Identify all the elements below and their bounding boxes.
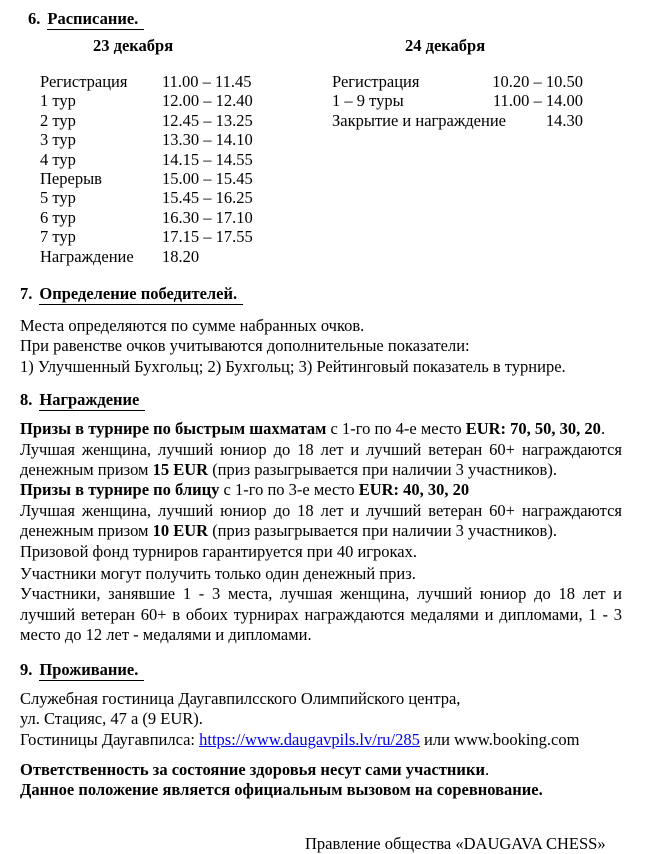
- official-invitation-line: Данное положение является официальным вызовом на соревнование.: [20, 780, 543, 800]
- paragraph-line: Места определяются по сумме набранных очков.: [20, 316, 365, 335]
- section-7-number: 7.: [20, 284, 33, 303]
- medals-paragraph: Участники, занявшие 1 - 3 места, лучшая женщина, лучший юниор до 18 лет и лучший ветеран 60+ в обоих турнирах награждаются медалями и дипломами, 1 - 3 место до 12 лет - медалями и дипломами.: [20, 584, 622, 645]
- event-time: 18.20: [162, 246, 200, 266]
- daugavpils-hotels-link[interactable]: https://www.daugavpils.lv/ru/285: [199, 729, 420, 749]
- hotels-links-line: Гостиницы Даугавпилса: https://www.daugavpils.lv/ru/285 или www.booking.com: [20, 729, 580, 749]
- event-time: 12.45 – 13.25: [162, 110, 253, 130]
- section-9-body: [20, 689, 622, 750]
- event-label: 6 тур: [40, 207, 76, 227]
- event-label: 3 тур: [40, 130, 76, 150]
- event-time: 11.00 – 14.00: [492, 91, 583, 111]
- schedule-day1-column: [40, 72, 310, 266]
- schedule-row: [40, 111, 310, 130]
- hotel-line: Служебная гостиница Даугавпилсского Олимпийского центра,: [20, 688, 461, 708]
- prizes-rapid-line: Призы в турнире по быстрым шахматам с 1-го по 4-е место EUR: 70, 50, 30, 20.: [20, 419, 606, 439]
- section-8-title: Награждение: [39, 390, 145, 411]
- prize-amount-10eur: 10 EUR: [152, 521, 209, 541]
- event-label: 4 тур: [40, 149, 76, 169]
- schedule: [20, 72, 622, 266]
- section-8-number: 8.: [20, 390, 33, 410]
- event-label: Перерыв: [40, 169, 102, 189]
- section-8-heading: [20, 390, 622, 410]
- event-time: 16.30 – 17.10: [162, 207, 253, 227]
- prizes-rapid-special: Лучшая женщина, лучший юниор до 18 лет и лучший ветеран 60+ награждаются денежным призом 15 EUR (приз разыгрывается при наличии 3 участников).: [20, 439, 622, 480]
- event-time: 17.15 – 17.55: [162, 227, 253, 247]
- section-6-title: Расписание.: [47, 9, 144, 30]
- event-label: Награждение: [40, 246, 134, 266]
- schedule-date-headers: [20, 36, 622, 56]
- event-label: Закрытие и награждение: [332, 110, 506, 130]
- prizes-blitz-title: Призы в турнире по блицу: [20, 480, 220, 500]
- schedule-row: [40, 188, 310, 207]
- signature-line: Правление общества «DAUGAVA CHESS»: [305, 833, 606, 853]
- schedule-row: [332, 72, 583, 91]
- section-7-title: Определение победителей.: [39, 284, 243, 305]
- prizes-rapid-title: Призы в турнире по быстрым шахматам: [20, 419, 327, 439]
- event-label: 2 тур: [40, 110, 76, 130]
- event-time: 15.45 – 16.25: [162, 188, 253, 208]
- paragraph-line: 1) Улучшенный Бухгольц; 2) Бухгольц; 3) Рейтинговый показатель в турнире.: [20, 356, 566, 376]
- date-header-dec24: 24 декабря: [405, 36, 486, 55]
- event-label: Регистрация: [40, 72, 128, 91]
- section-9-number: 9.: [20, 659, 33, 679]
- event-label: 1 – 9 туры: [332, 91, 404, 111]
- event-time: 15.00 – 15.45: [162, 169, 253, 189]
- one-prize-line: Участники могут получить только один денежный приз.: [20, 564, 416, 584]
- event-label: 1 тур: [40, 91, 76, 111]
- schedule-row: [40, 247, 310, 266]
- event-label: 5 тур: [40, 188, 76, 208]
- paragraph-line: При равенстве очков учитываются дополнительные показатели:: [20, 336, 470, 356]
- schedule-row: [40, 130, 310, 149]
- prizes-blitz-special: Лучшая женщина, лучший юниор до 18 лет и лучший ветеран 60+ награждаются денежным призом 10 EUR (приз разыгрывается при наличии 3 участников).: [20, 500, 622, 541]
- prizes-blitz-amounts: EUR: 40, 30, 20: [358, 480, 470, 500]
- schedule-row: [40, 208, 310, 227]
- section-6-number: 6.: [28, 9, 41, 28]
- section-7-body: [20, 316, 622, 377]
- section-9-heading: [20, 660, 622, 680]
- event-time: 11.00 – 11.45: [162, 72, 252, 91]
- date-header-dec23: 23 декабря: [93, 36, 174, 55]
- prizes-rapid-amounts: EUR: 70, 50, 30, 20: [465, 419, 601, 439]
- schedule-row: [40, 227, 310, 246]
- section-6-heading: [28, 9, 622, 29]
- schedule-row: [40, 72, 310, 91]
- schedule-day2-column: [332, 72, 583, 130]
- schedule-row: [332, 91, 583, 110]
- section-7-heading: [20, 284, 622, 304]
- footer-statements: [20, 760, 622, 801]
- schedule-row: [40, 169, 310, 188]
- event-time: 14.15 – 14.55: [162, 149, 253, 169]
- prize-amount-15eur: 15 EUR: [152, 460, 209, 480]
- event-time: 14.30: [545, 110, 583, 130]
- event-time: 12.00 – 12.40: [162, 91, 253, 111]
- prizes-blitz-line: Призы в турнире по блицу с 1-го по 3-е место EUR: 40, 30, 20: [20, 480, 470, 500]
- responsibility-line: Ответственность за состояние здоровья несут сами участники.: [20, 759, 490, 779]
- event-label: 7 тур: [40, 227, 76, 247]
- event-time: 10.20 – 10.50: [492, 72, 583, 91]
- schedule-row: [332, 111, 583, 130]
- prize-fund-line: Призовой фонд турниров гарантируется при 40 игроках.: [20, 541, 418, 561]
- section-9-title: Проживание.: [39, 660, 144, 681]
- event-label: Регистрация: [332, 72, 420, 91]
- address-line: ул. Стацияс, 47 а (9 EUR).: [20, 709, 203, 729]
- schedule-row: [40, 150, 310, 169]
- event-time: 13.30 – 14.10: [162, 130, 253, 150]
- schedule-row: [40, 91, 310, 110]
